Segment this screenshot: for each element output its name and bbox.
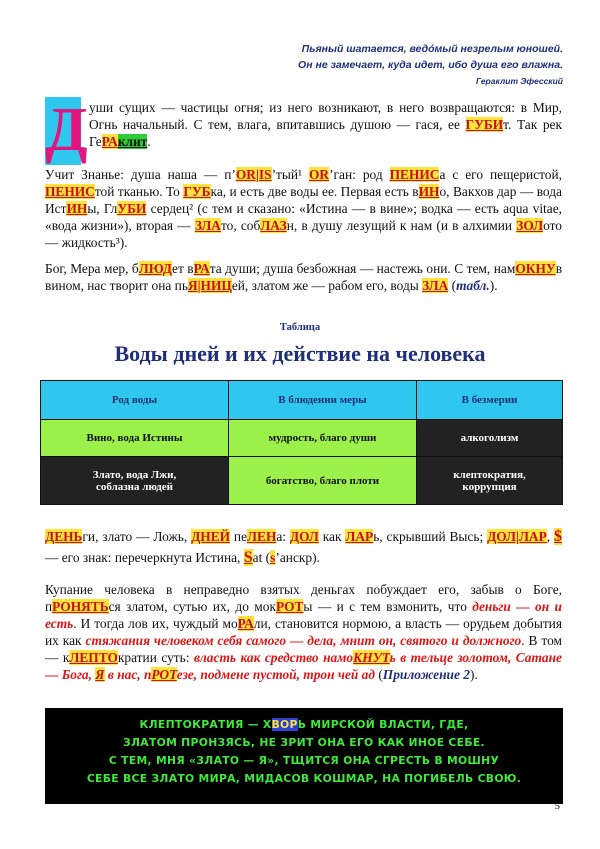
epigraph-line-2: Он не замечает, куда идет, ибо душа его влажна.: [298, 59, 563, 71]
paragraph-5: Купание человека в неправедно взятых деньгах побуждает его, забыв о Боге, пРОНЯТЬся златом, сутью их, до мокРОТы — и с тем взмонить, что деньги — он и есть. И тогда лов их, чуждый моРАли, становится нормою, а власть — орудьем добытия их как стяжания человеком себя самого — дела, мнит он, святого и должного. В том — кЛЕПТОкратии суть: власть как средство намоКНУТь в тельце золотом, Сатане — Бога, Я в нас, пРОТезе, подмене пустой, трон чей ад (Приложение 2).: [45, 582, 562, 682]
header-cell: В блюдении меры: [229, 381, 417, 420]
page-number: 5: [554, 800, 560, 812]
drop-cap: Д: [45, 96, 88, 164]
epigraph-author: Гераклит Эфесский: [476, 76, 563, 86]
banner-line-1: КЛЕПТОКРАТИЯ — ХВОРЬ МИРСКОЙ ВЛАСТИ, ГДЕ,: [139, 718, 469, 731]
paragraph-1: уши сущих — частицы огня; из него возникают, в него возвращаются: в Мир, Огнь начальный. С тем, влага, впитавшись душою — гася, ее ГУБИт. Так рек ГеРАклит.: [89, 100, 563, 149]
kleptocracy-banner: [45, 708, 563, 804]
paragraph-4: ДЕНЬги, злато — Ложь, ДНЕЙ пеЛЕНа: ДОЛ как ЛАРь, скрывший Высь; ДОЛ|ЛАР, $ — его знак: перечеркнута Истина, Sat (s’анскр).: [45, 528, 562, 566]
header-cell: В безмерии: [417, 381, 563, 420]
table-cell: Вино, вода Истины: [41, 420, 229, 457]
appendix-reference-link[interactable]: Приложение 2: [382, 666, 470, 682]
table-row: [41, 420, 563, 457]
table-cell: богатство, благо плоти: [229, 457, 417, 505]
waters-table: [40, 380, 563, 505]
table-cell: Злато, вода Лжи, соблазна людей: [41, 457, 229, 505]
table-row: [41, 457, 563, 505]
table-cell: клептократия, коррупция: [417, 457, 563, 505]
paragraph-2: Учит Знанье: душа наша — п’OR|IS’тый¹ OR’ган: род ПЕНИСа с его пещеристой, ПЕНИСтой тканью. То ГУБка, и есть две воды ее. Первая есть вИНо, Вакхов дар — вода ИстИНы, ГлУБИ сердец² (с тем и сказано: «Истина — в вине»; водка — есть aqua vitae, «вода жизни»), вторая — ЗЛАто, собЛАЗн, в душу лезущий к нам (и в алхимии ЗОЛото — жидкость³).: [45, 167, 563, 250]
banner-line-4: СЕБЕ ВСЕ ЗЛАТО МИРА, МИДАСОВ КОШМАР, НА ПОГИБЕЛЬ СВОЮ.: [86, 772, 522, 785]
table-cell: алкоголизм: [417, 420, 563, 457]
table-header-row: [41, 381, 563, 420]
table-reference-link[interactable]: табл.: [456, 277, 490, 293]
table-title: Воды дней и их действие на человека: [114, 341, 486, 366]
paragraph-3: Бог, Мера мер, бЛЮДет вРАта души; душа безбожная — настежь они. С тем, намОКНУв вином, нас творит она пьЯ|НИЦей, златом же — рабом его, воды ЗЛА (табл.).: [45, 261, 563, 293]
banner-line-3: С ТЕМ, МНЯ «ЗЛАТО — Я», ТЩИТСЯ ОНА СГРЕСТЬ В МОШНУ: [108, 754, 500, 767]
table-label: Таблица: [279, 322, 321, 333]
header-cell: Род воды: [41, 381, 229, 420]
dollar-sign: $: [554, 528, 562, 545]
epigraph-line-1: Пьяный шатается, ведóмый незрелым юношей.: [301, 43, 563, 55]
table-cell: мудрость, благо души: [229, 420, 417, 457]
banner-line-2: ЗЛАТОМ ПРОНЗЯСЬ, НЕ ЗРИТ ОНА ЕГО КАК ИНОЕ СЕБЕ.: [123, 736, 485, 749]
